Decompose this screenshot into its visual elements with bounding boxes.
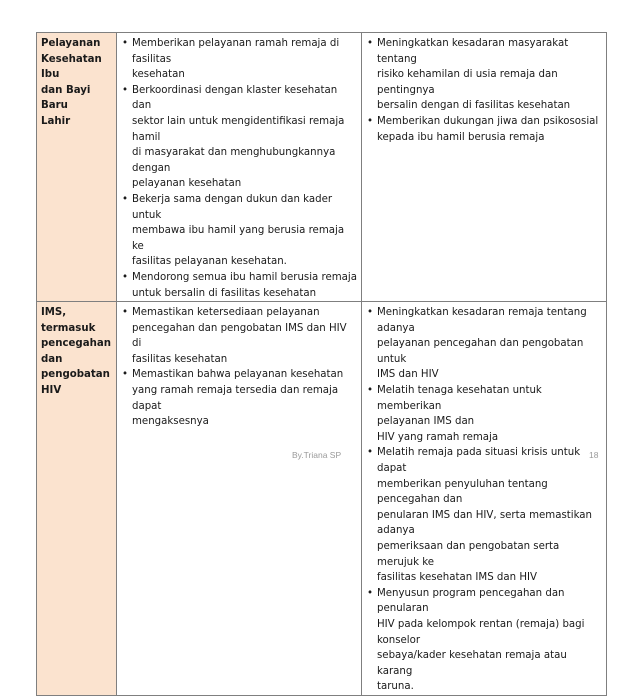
list-item xyxy=(366,383,602,445)
row-label-cell xyxy=(37,302,117,696)
bullet-list xyxy=(366,36,602,145)
bullet-list xyxy=(121,305,357,430)
bullet-list xyxy=(366,305,602,695)
list-item xyxy=(366,586,602,695)
page-number: 18 xyxy=(589,450,599,460)
row-label: Pelayanan Kesehatan Ibu dan Bayi Baru Lahir xyxy=(41,38,102,127)
bullet-text: Memastikan ketersediaan pelayanan pencegahan dan pengobatan IMS dan HIV di fasilitas kesehatan xyxy=(132,307,347,365)
list-item xyxy=(121,270,357,301)
list-item xyxy=(366,305,602,383)
list-item xyxy=(121,192,357,270)
row-label-cell xyxy=(37,33,117,302)
list-item xyxy=(121,367,357,429)
bullet-text: Berkoordinasi dengan klaster kesehatan dan sektor lain untuk mengidentifikasi remaja hamil di masyarakat dan menghubungkannya dengan pelayanan kesehatan xyxy=(132,84,345,190)
activities-cell xyxy=(117,302,362,696)
bullet-text: Melatih remaja pada situasi krisis untuk dapat memberikan penyuluhan tentang pencegahan dan penularan IMS dan HIV, serta memastikan adanya pemeriksaan dan pengobatan serta merujuk ke fasilitas kesehatan IMS dan HIV xyxy=(377,447,593,584)
table-row xyxy=(37,302,607,696)
community-cell xyxy=(362,302,607,696)
bullet-text: Melatih tenaga kesehatan untuk memberikan pelayanan IMS dan HIV yang ramah remaja xyxy=(377,385,542,443)
bullet-text: Mendorong semua ibu hamil berusia remaja untuk bersalin di fasilitas kesehatan xyxy=(132,271,357,299)
bullet-text: Memberikan dukungan jiwa dan psikososial kepada ibu hamil berusia remaja xyxy=(377,115,599,143)
bullet-text: Bekerja sama dengan dukun dan kader untuk membawa ibu hamil yang berusia remaja ke fasilitas pelayanan kesehatan. xyxy=(132,193,345,268)
bullet-text: Meningkatkan kesadaran remaja tentang adanya pelayanan pencegahan dan pengobatan untuk IMS dan HIV xyxy=(377,307,587,381)
list-item xyxy=(121,83,357,192)
table-row xyxy=(37,33,607,302)
list-item xyxy=(366,114,602,145)
activities-cell xyxy=(117,33,362,302)
bullet-list xyxy=(121,36,357,301)
bullet-text: Memberikan pelayanan ramah remaja di fasilitas kesehatan xyxy=(132,38,340,81)
row-label: IMS, termasuk pencegahan dan pengobatan HIV xyxy=(41,307,111,397)
bullet-text: Menyusun program pencegahan dan penularan HIV pada kelompok rentan (remaja) bagi konselor sebaya/kader kesehatan remaja atau karang taruna. xyxy=(377,587,585,693)
list-item xyxy=(121,305,357,367)
services-table xyxy=(36,32,607,696)
list-item xyxy=(366,445,602,585)
list-item xyxy=(121,36,357,83)
list-item xyxy=(366,36,602,114)
community-cell xyxy=(362,33,607,302)
footer-author: By.Triana SP xyxy=(292,450,342,460)
bullet-text: Memastikan bahwa pelayanan kesehatan yang ramah remaja tersedia dan remaja dapat mengaksesnya xyxy=(132,369,344,428)
bullet-text: Meningkatkan kesadaran masyarakat tentang risiko kehamilan di usia remaja dan pentingnya bersalin dengan di fasilitas kesehatan xyxy=(377,38,571,112)
